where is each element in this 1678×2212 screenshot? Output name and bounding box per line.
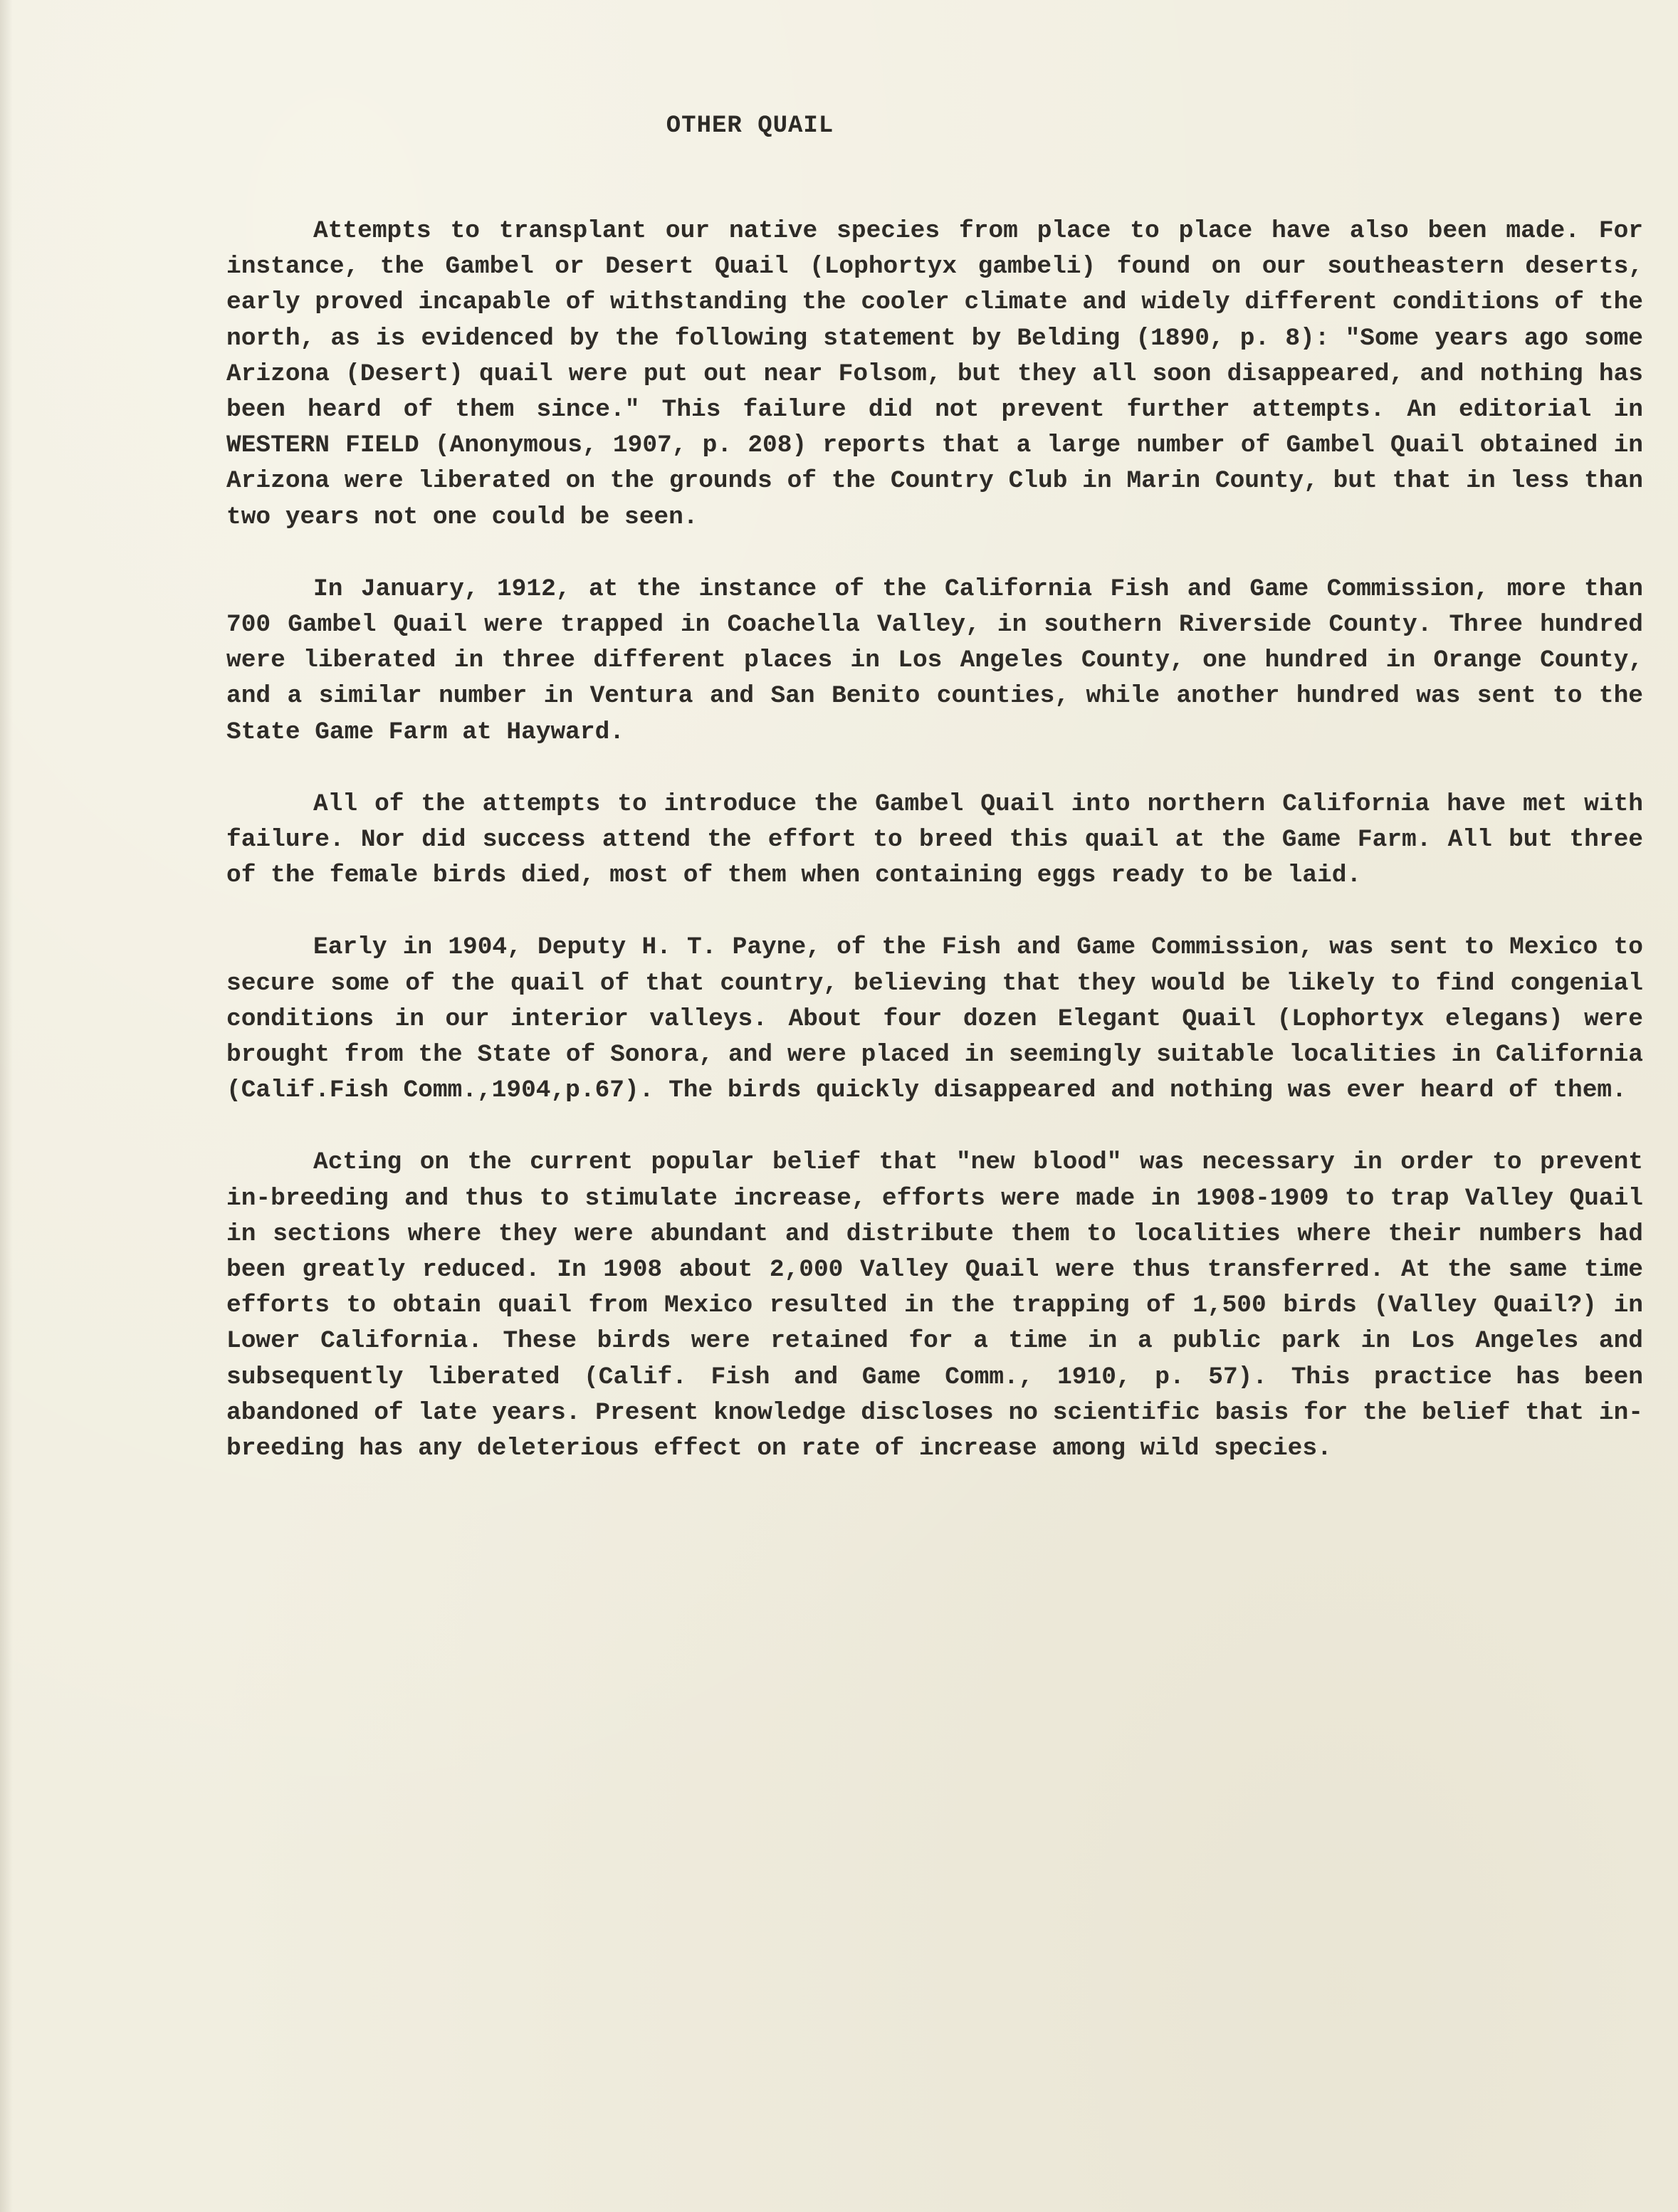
paragraph-gambel-transplant-attempts: Attempts to transplant our native species from place to place have also been made. For instance, the Gambel or Desert Quail (Lophortyx gambeli) found on our southeastern deserts, early proved incapable of withstanding the cooler climate and widely different conditions of the north, as is evidenced by the following statement by Belding (1890, p. 8): "Some years ago some Arizona (Desert) quail were put out near Folsom, but they all soon disappeared, and nothing has been heard of them since." This failure did not prevent further attempts. An editorial in WESTERN FIELD (Anonymous, 1907, p. 208) reports that a large number of Gambel Quail obtained in Arizona were liberated on the grounds of the Country Club in Marin County, but that in less than two years not one could be seen. <box>226 217 1643 531</box>
paragraph-mexico-elegant-quail: Early in 1904, Deputy H. T. Payne, of the Fish and Game Commission, was sent to Mexico to secure some of the quail of that country, believing that they would be likely to find congenial conditions in our interior valleys. About four dozen Elegant Quail (Lophortyx elegans) were brought from the State of Sonora, and were placed in seemingly suitable localities in California (Calif.Fish Comm.,1904,p.67). The birds quickly disappeared and nothing was ever heard of them. <box>226 933 1643 1105</box>
paragraph-coachella-trapping: In January, 1912, at the instance of the California Fish and Game Commission, more than 700 Gambel Quail were trapped in Coachella Valley, in southern Riverside County. Three hundred were liberated in three different places in Los Angeles County, one hundred in Orange County, and a similar number in Ventura and San Benito counties, while another hundred was sent to the State Game Farm at Hayward. <box>226 575 1643 746</box>
paragraph-northern-failure: All of the attempts to introduce the Gambel Quail into northern California have met with failure. Nor did success attend the effort to breed this quail at the Game Farm. All but three of the female birds died, most of them when containing eggs ready to be laid. <box>226 790 1643 890</box>
page-edge-shadow <box>0 0 13 2212</box>
document-body <box>226 214 1643 1503</box>
document-title: OTHER QUAIL <box>666 112 834 140</box>
paragraph-new-blood-belief: Acting on the current popular belief that "new blood" was necessary in order to prevent in-breeding and thus to stimulate increase, efforts were made in 1908-1909 to trap Valley Quail in sections where they were abundant and distribute them to localities where their numbers had been greatly reduced. In 1908 about 2,000 Valley Quail were thus transferred. At the same time efforts to obtain quail from Mexico resulted in the trapping of 1,500 birds (Valley Quail?) in Lower California. These birds were retained for a time in a public park in Los Angeles and subsequently liberated (Calif. Fish and Game Comm., 1910, p. 57). This practice has been abandoned of late years. Present knowledge discloses no scientific basis for the belief that in-breeding has any deleterious effect on rate of increase among wild species. <box>226 1148 1643 1463</box>
